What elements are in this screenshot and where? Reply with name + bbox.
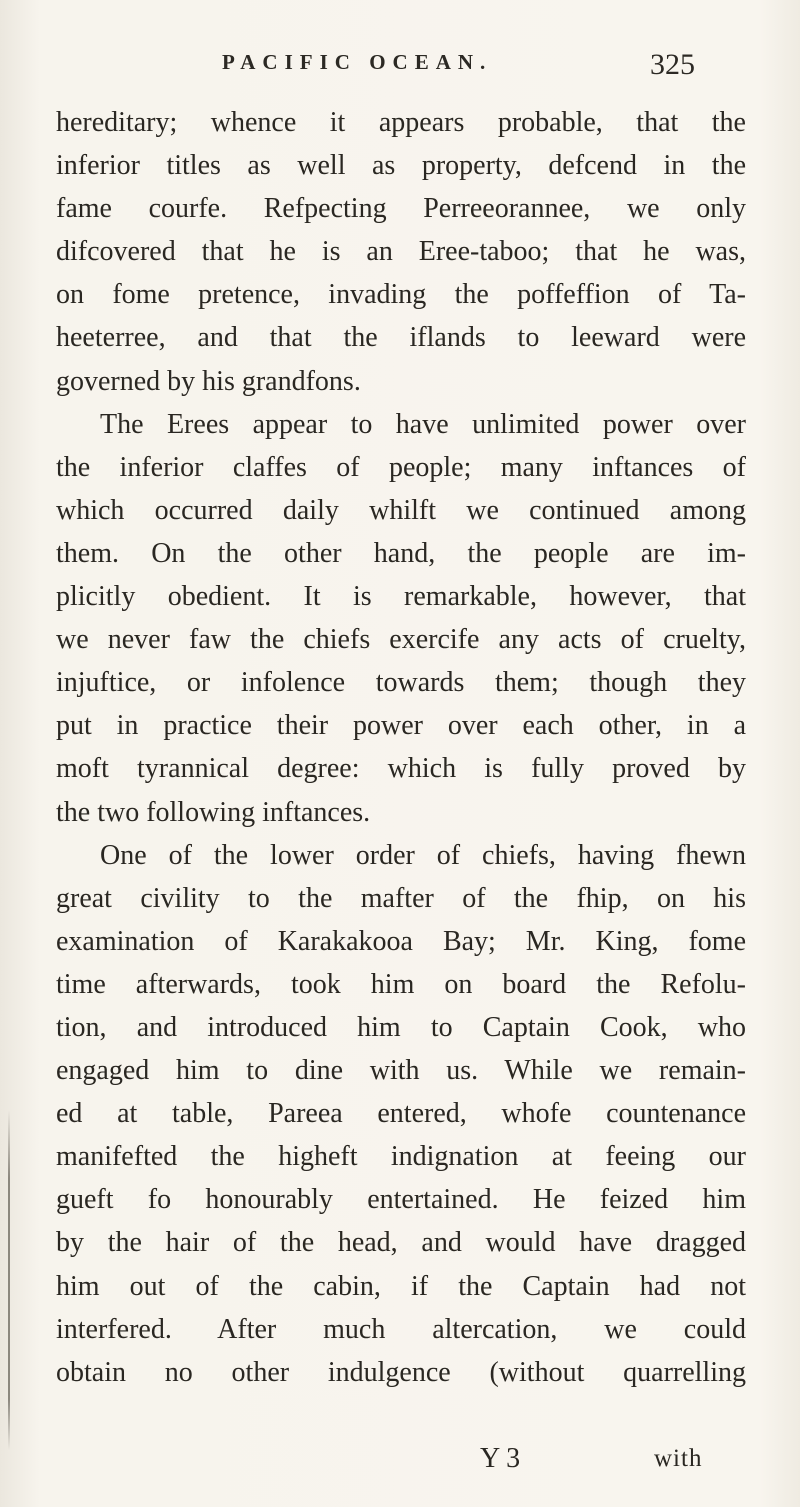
text-line: him out of the cabin, if the Captain had not xyxy=(56,1270,746,1302)
catchword: with xyxy=(654,1445,703,1472)
page-footer xyxy=(56,1443,746,1489)
text-line: difcovered that he is an Eree-taboo; that he was, xyxy=(56,236,746,268)
text-line: them. On the other hand, the people are im- xyxy=(56,537,746,569)
text-line: examination of Karakakooa Bay; Mr. King, fome xyxy=(56,925,746,957)
running-head: PACIFIC OCEAN. xyxy=(222,50,493,74)
text-line: ed at table, Pareea entered, whofe countenance xyxy=(56,1098,746,1130)
text-line: moft tyrannical degree: which is fully proved by xyxy=(56,753,746,785)
text-line: gueft fo honourably entertained. He feized him xyxy=(56,1184,746,1216)
text-line: interfered. After much altercation, we could xyxy=(56,1313,746,1345)
text-line: heeterree, and that the iflands to leeward were xyxy=(56,322,746,354)
text-line: obtain no other indulgence (without quarrelling xyxy=(56,1356,746,1388)
text-line: time afterwards, took him on board the Refolu- xyxy=(56,968,746,1000)
text-line: on fome pretence, invading the poffeffion of Ta- xyxy=(56,279,746,311)
text-line: governed by his grandfons. xyxy=(56,365,361,397)
text-line: by the hair of the head, and would have dragged xyxy=(56,1227,746,1259)
text-line: tion, and introduced him to Captain Cook, who xyxy=(56,1011,746,1043)
text-line: great civility to the mafter of the fhip, on his xyxy=(56,882,746,914)
signature-mark: Y 3 xyxy=(480,1443,521,1474)
page-number: 325 xyxy=(650,48,695,81)
text-line: hereditary; whence it appears probable, that the xyxy=(56,107,746,138)
text-line: we never faw the chiefs exercife any acts of cruelty, xyxy=(56,624,746,656)
text-line: the two following inftances. xyxy=(56,796,371,828)
text-line: The Erees appear to have unlimited power over xyxy=(100,408,746,440)
page-header xyxy=(0,42,800,92)
text-line: which occurred daily whilft we continued among xyxy=(56,494,746,526)
text-line: injuftice, or infolence towards them; though they xyxy=(56,667,746,699)
text-line: manifefted the higheft indignation at feeing our xyxy=(56,1141,746,1173)
text-line: inferior titles as well as property, defcend in the xyxy=(56,150,746,182)
text-line: fame courfe. Refpecting Perreeorannee, we only xyxy=(56,193,746,225)
text-line: plicitly obedient. It is remarkable, however, that xyxy=(56,581,746,613)
text-line: put in practice their power over each other, in a xyxy=(56,710,746,742)
binding-edge xyxy=(8,1110,10,1450)
text-line: One of the lower order of chiefs, having fhewn xyxy=(100,839,746,871)
body-text xyxy=(56,101,746,1394)
text-line: the inferior claffes of people; many inftances of xyxy=(56,451,746,483)
text-line: engaged him to dine with us. While we remain- xyxy=(56,1055,746,1087)
